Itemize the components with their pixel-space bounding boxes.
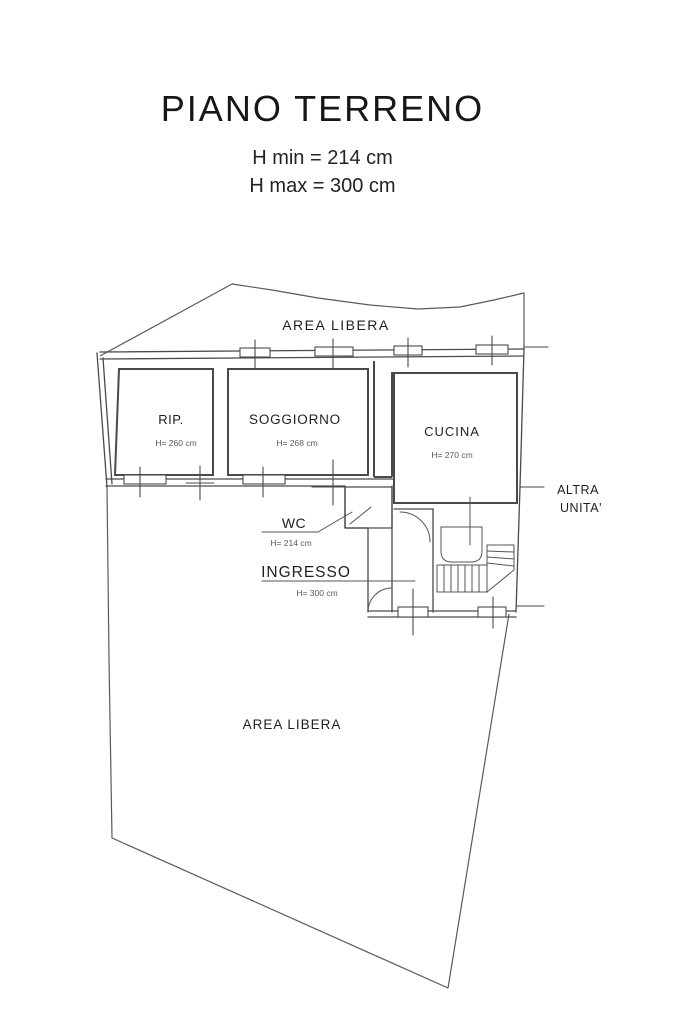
- bathtub-outline: [441, 527, 482, 562]
- height-max-note: H max = 300 cm: [249, 175, 396, 197]
- room-rip-height: H= 260 cm: [155, 438, 197, 448]
- wc-door-line: [350, 507, 371, 524]
- entry-door-arc: [368, 588, 392, 612]
- room-ingresso-label: INGRESSO: [261, 564, 351, 581]
- area-libera-bottom-label: AREA LIBERA: [242, 717, 342, 732]
- staircase: [437, 545, 514, 592]
- room-soggiorno-height: H= 268 cm: [276, 438, 318, 448]
- room-wc-label: WC: [281, 515, 307, 531]
- room-cucina-height: H= 270 cm: [431, 450, 473, 460]
- fixtures: [437, 497, 514, 592]
- height-min-note: H min = 214 cm: [252, 147, 393, 169]
- area-libera-top-label: AREA LIBERA: [282, 317, 390, 333]
- room-soggiorno-label: SOGGIORNO: [249, 412, 341, 427]
- room-ingresso-height: H= 300 cm: [296, 588, 338, 598]
- plan-labels: [155, 317, 602, 732]
- room-rip-label: RIP.: [158, 412, 184, 427]
- adjacent-unit-label-line2: UNITA': [560, 501, 602, 515]
- wc-leader-line: [262, 512, 352, 532]
- room-cucina-label: CUCINA: [424, 424, 480, 439]
- entry-block: [345, 486, 517, 612]
- page-title: PIANO TERRENO: [160, 88, 485, 129]
- adjacent-unit-label-line1: ALTRA: [557, 483, 599, 497]
- bath-door-arc: [400, 512, 430, 542]
- duct-passage-walls: [374, 361, 392, 477]
- room-wc-height: H= 214 cm: [270, 538, 312, 548]
